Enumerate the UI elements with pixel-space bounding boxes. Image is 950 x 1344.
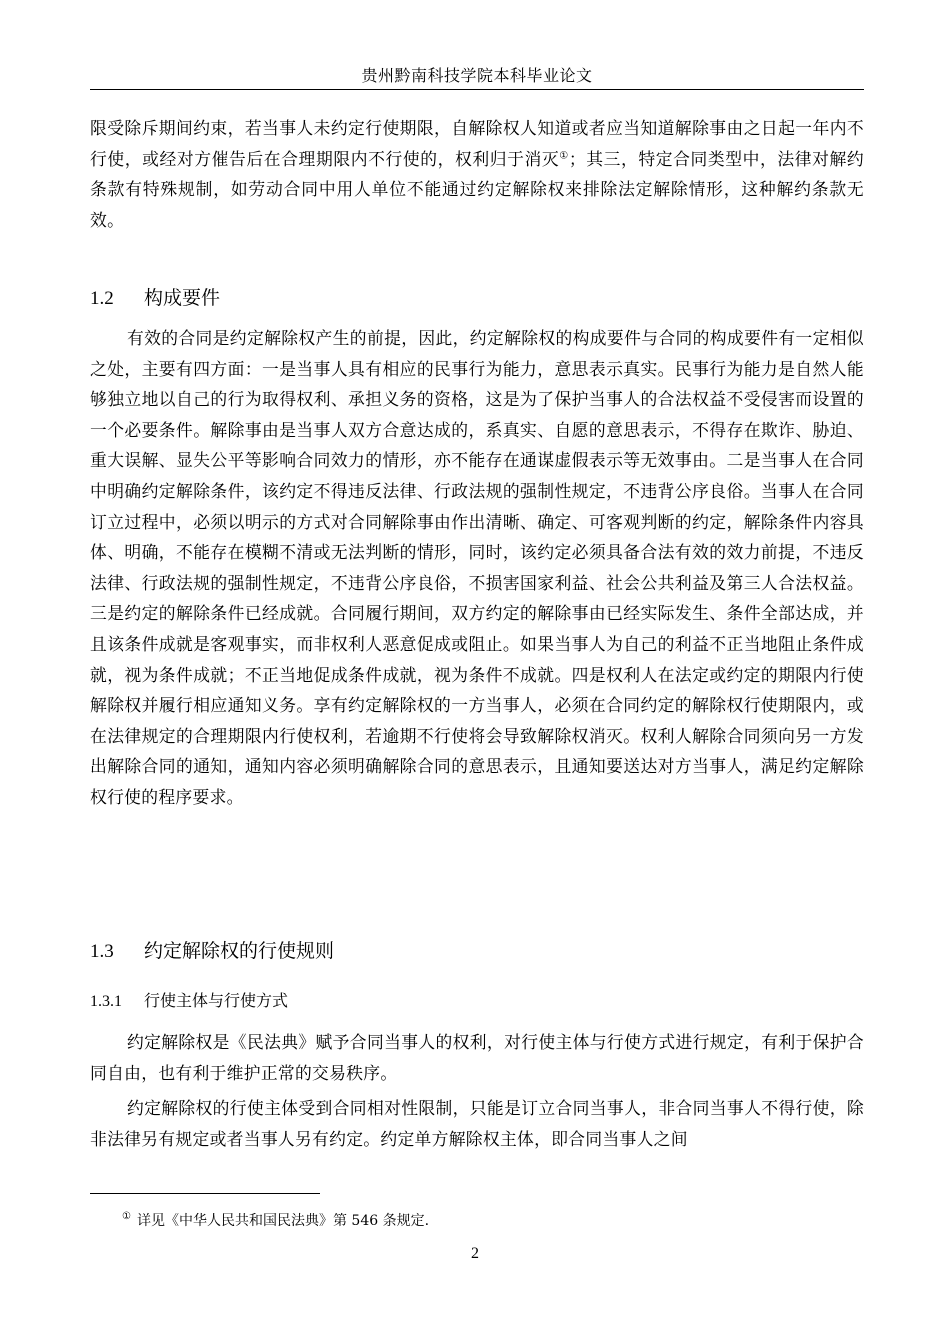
paragraph-continued <box>90 113 864 235</box>
footnote-reference: ① <box>559 150 569 161</box>
section-title: 约定解除权的行使规则 <box>144 940 335 962</box>
section-heading-1-3 <box>90 939 334 964</box>
paragraph-exercise-intro: 约定解除权是《民法典》赋予合同当事人的权利，对行使主体与行使方式进行规定，有利于保护合同自由，也有利于维护正常的交易秩序。 <box>90 1032 864 1083</box>
page-number: 2 <box>471 1245 479 1262</box>
paragraph-text: 限受除斥期间约束，若当事人未约定行使期限，自解除权人知道或者应当知道解除事由之日起一年内不行使，或经对方催告后在合理期限内不行使的，权利归于消灭 <box>90 118 864 169</box>
paragraph-constituent-elements: 有效的合同是约定解除权产生的前提，因此，约定解除权的构成要件与合同的构成要件有一定相似之处，主要有四方面：一是当事人具有相应的民事行为能力，意思表示真实。民事行为能力是自然人能够独立地以自己的行为取得权利、承担义务的资格，这是为了保护当事人的合法权益不受侵害而设置的一个必要条件。解除事由是当事人双方合意达成的，系真实、自愿的意思表示，不得存在欺诈、胁迫、重大误解、显失公平等影响合同效力的情形，亦不能存在通谋虚假表示等无效事由。二是当事人在合同中明确约定解除条件，该约定不得违反法律、行政法规的强制性规定，不违背公序良俗。当事人在合同订立过程中，必须以明示的方式对合同解除事由作出清晰、确定、可客观判断的约定，解除条件内容具体、明确，不能存在模糊不清或无法判断的情形，同时，该约定必须具备合法有效的效力前提，不违反法律、行政法规的强制性规定，不违背公序良俗，不损害国家利益、社会公共利益及第三人合法权益。三是约定的解除条件已经成就。合同履行期间，双方约定的解除事由已经实际发生、条件全部达成，并且该条件成就是客观事实，而非权利人恶意促成或阻止。如果当事人为自己的利益不正当地阻止条件成就，视为条件成就；不正当地促成条件成就，视为条件不成就。四是权利人在法定或约定的期限内行使解除权并履行相应通知义务。享有约定解除权的一方当事人，必须在合同约定的解除权行使期限内，或在法律规定的合理期限内行使权利，若逾期不行使将会导致解除权消灭。权利人解除合同须向另一方发出解除合同的通知，通知内容必须明确解除合同的意思表示，且通知要送达对方当事人，满足约定解除权行使的程序要求。 <box>90 328 864 807</box>
section-title: 构成要件 <box>144 287 221 309</box>
section-number: 1.3 <box>90 941 114 962</box>
subsection-heading-1-3-1 <box>90 990 288 1013</box>
footnote-separator <box>90 1193 320 1194</box>
section-number: 1.2 <box>90 288 114 309</box>
footnote <box>122 1212 429 1230</box>
subsection-number: 1.3.1 <box>90 993 122 1010</box>
footnote-text: 详见《中华人民共和国民法典》第 546 条规定. <box>136 1213 430 1229</box>
paragraph-text: ；其三，特定合同类型中，法律对解约条款有特殊规制，如劳动合同中用人单位不能通过约定解除权来排除法定解除情形，这种解约条款无效。 <box>90 148 865 230</box>
section-heading-1-2 <box>90 286 220 311</box>
paragraph-exercise-subject: 约定解除权的行使主体受到合同相对性限制，只能是订立合同当事人，非合同当事人不得行使，除非法律另有规定或者当事人另有约定。约定单方解除权主体，即合同当事人之间 <box>90 1098 864 1149</box>
header-rule <box>90 89 864 90</box>
footnote-mark: ① <box>122 1211 131 1223</box>
running-header: 贵州黔南科技学院本科毕业论文 <box>361 66 593 85</box>
subsection-title: 行使主体与行使方式 <box>144 991 289 1010</box>
